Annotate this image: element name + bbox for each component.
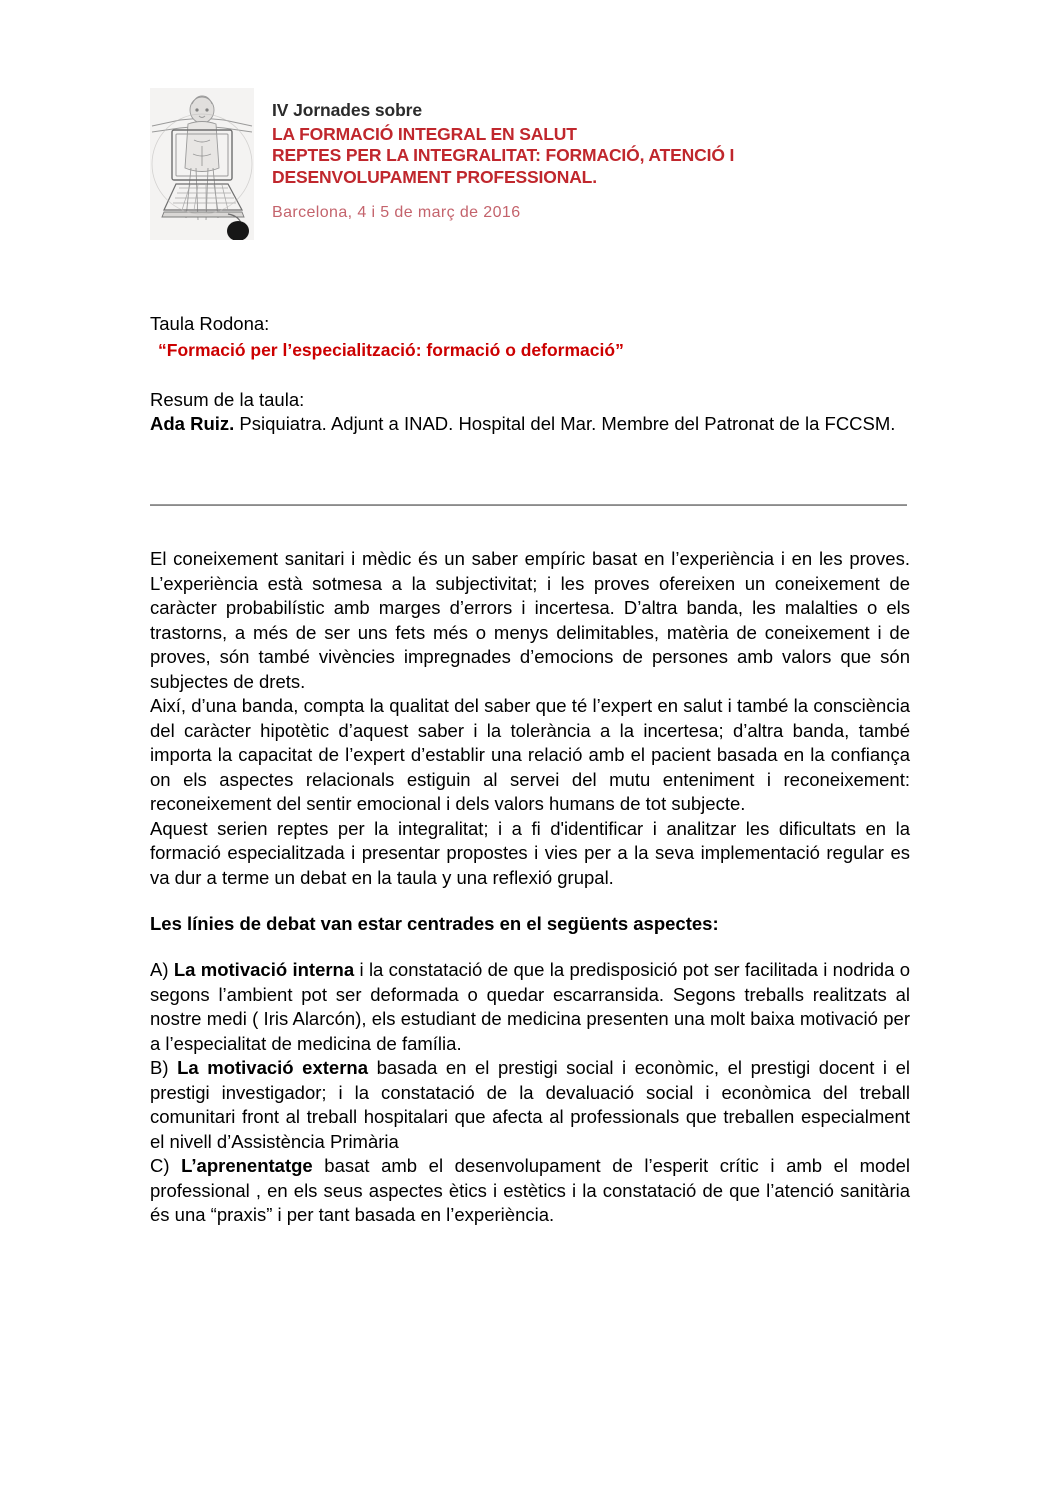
section-divider [150,504,907,506]
item-c-bold: L’aprenentatge [181,1155,313,1177]
conference-date-location: Barcelona, 4 i 5 de març de 2016 [272,204,521,221]
speaker-bio: Psiquiatra. Adjunt a INAD. Hospital del Mar. Membre del Patronat de la FCCSM. [234,413,896,435]
item-b-prefix: B) [150,1057,178,1079]
spacer [150,936,910,958]
debate-item-b [150,1056,910,1154]
conference-edition-line: IV Jornades sobre [272,100,423,120]
item-b-bold: La motivació externa [177,1057,368,1079]
vitruvian-man-laptop-logo-icon [150,88,254,240]
conference-title-line-3: DESENVOLUPAMENT PROFESSIONAL. [272,166,597,187]
speaker-name: Ada Ruiz. [150,413,235,435]
body-paragraph-1: El coneixement sanitari i mèdic és un saber empíric basat en l’experiència i en les proves. L’experiència està sotmesa a la subjectivitat; i les proves ofereixen un coneixement de caràcter probabilístic amb marges d’errors i incertesa. D’altra banda, les malalties o els trastorns, a més de ser uns fets més o menys delimitables, matèria de coneixement i de proves, són també vivències impregnades d’emocions de persones amb valors que són subjectes de drets. [150,548,910,692]
debate-item-a [150,958,910,1056]
item-c-prefix: C) [150,1155,182,1177]
item-c-rest: basat amb el desenvolupament de l’esperit crític i amb el model professional , en els seus aspectes ètics i estètics i la constatació de que l’atenció sanitària és una “praxis” i per tant basada en l’experiència. [150,1155,910,1226]
roundtable-label: Taula Rodona: [150,313,270,334]
spacer [150,890,910,912]
body-paragraph-2: Així, d’una banda, compta la qualitat del saber que té l’expert en salut i també la consciència del caràcter hipotètic d’aquest saber i la tolerància a la incertesa; d’altra banda, també importa la capacitat de l’expert d’establir una relació amb el pacient basada en la confiança on els aspectes relacionals estiguin al servei del mutu enteniment i reconeixement: reconeixement del sentir emocional i dels valors humans de tot subjecte. [150,695,910,814]
summary-block [150,388,940,437]
roundtable-title-block [150,312,940,362]
speaker-line [150,412,940,436]
conference-title-line-1: LA FORMACIÓ INTEGRAL EN SALUT [272,123,577,144]
debate-lines-heading: Les línies de debat van estar centrades en el següents aspectes: [150,913,719,934]
debate-item-c [150,1154,910,1228]
conference-header-text [272,88,734,221]
document-body [150,547,910,1228]
item-b-rest: basada en el prestigi social i econòmic, el prestigi docent i el prestigi investigador; i la constatació de la devaluació social i econòmica del treball comunitari front al treball hospitalari que afecta al professionals que treballen especialment el nivell d’Assistència Primària [150,1057,911,1152]
item-a-prefix: A) [150,959,174,981]
item-a-bold: La motivació interna [173,959,355,981]
body-paragraph-3: Aquest serien reptes per la integralitat; i a fi d'identificar i analitzar les dificultats en la formació especialitzada i presentar propostes i vies per a la seva implementació regular es va dur a terme un debat en la taula y una reflexió grupal. [150,817,910,888]
conference-header [150,88,940,240]
summary-label: Resum de la taula: [150,389,305,410]
conference-title-line-2: REPTES PER LA INTEGRALITAT: FORMACIÓ, ATENCIÓ I [272,145,735,165]
item-a-rest: i la constatació de que la predisposició pot ser facilitada i nodrida o segons l’ambient pot ser deformada o quedar escarransida. Segons treballs realitzats al nostre medi ( Iris Alarcón), els estudiant de medicina presenten una molt baixa motivació per a l’especialitat de medicina de família. [150,959,911,1054]
roundtable-title: “Formació per l’especialització: formació o deformació” [158,339,624,360]
